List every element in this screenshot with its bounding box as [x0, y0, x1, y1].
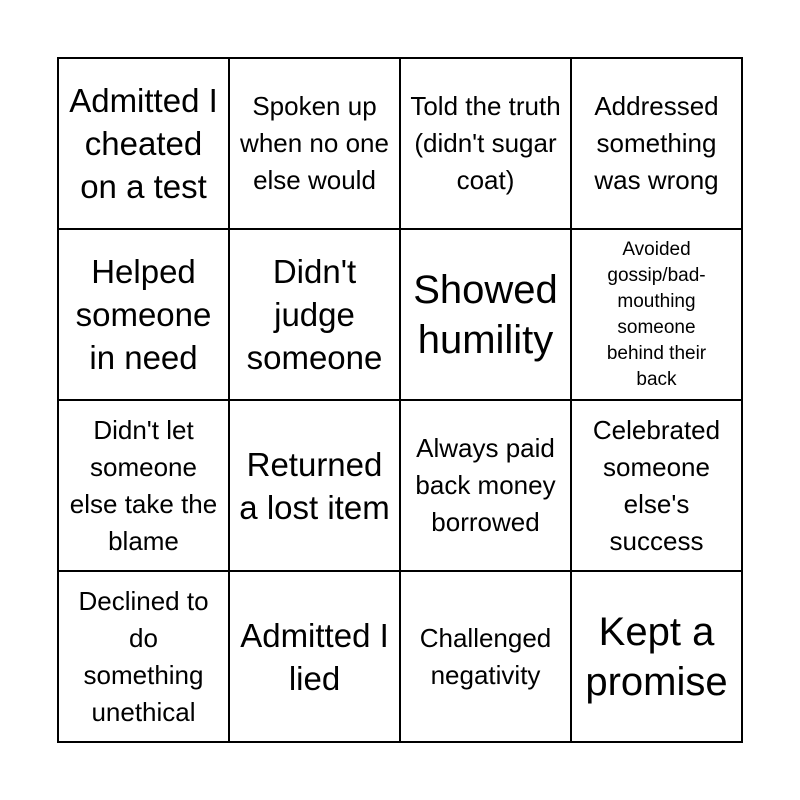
bingo-cell-text: Helped someone in need [75, 253, 212, 376]
bingo-cell-text: Didn't let someone else take the blame [69, 414, 218, 556]
bingo-cell[interactable] [59, 572, 230, 743]
bingo-cell[interactable] [230, 572, 401, 743]
bingo-cell-text: Admitted I cheated on a test [69, 82, 218, 205]
bingo-cell[interactable] [230, 401, 401, 572]
bingo-cell-text: Celebrated someone else's success [592, 414, 721, 556]
bingo-cell[interactable] [59, 230, 230, 401]
bingo-cell-text: Addressed something was wrong [594, 91, 719, 195]
bingo-cell[interactable] [572, 572, 743, 743]
bingo-cell-text: Declined to do something unethical [78, 585, 209, 727]
bingo-cell-text: Kept a promise [585, 609, 728, 704]
bingo-cell[interactable] [401, 401, 572, 572]
bingo-cell-text: Showed humility [413, 267, 558, 362]
bingo-card [57, 57, 743, 743]
bingo-cell[interactable] [230, 59, 401, 230]
bingo-cell-text: Challenged negativity [419, 622, 552, 690]
bingo-cell[interactable] [572, 401, 743, 572]
bingo-cell[interactable] [401, 572, 572, 743]
bingo-cell-text: Didn't judge someone [246, 253, 383, 376]
bingo-cell[interactable] [59, 401, 230, 572]
bingo-cell[interactable] [572, 230, 743, 401]
bingo-cell[interactable] [401, 59, 572, 230]
bingo-cell-text: Told the truth (didn't sugar coat) [410, 91, 561, 195]
bingo-cell[interactable] [59, 59, 230, 230]
bingo-cell-text: Spoken up when no one else would [240, 91, 389, 195]
bingo-cell-text: Always paid back money borrowed [415, 433, 556, 537]
bingo-cell-text: Admitted I lied [240, 616, 389, 697]
bingo-cell-text: Returned a lost item [239, 445, 390, 526]
bingo-cell[interactable] [230, 230, 401, 401]
bingo-cell[interactable] [572, 59, 743, 230]
bingo-cell[interactable] [401, 230, 572, 401]
bingo-cell-text: Avoided gossip/bad-mouthing someone behind their back [606, 238, 707, 390]
